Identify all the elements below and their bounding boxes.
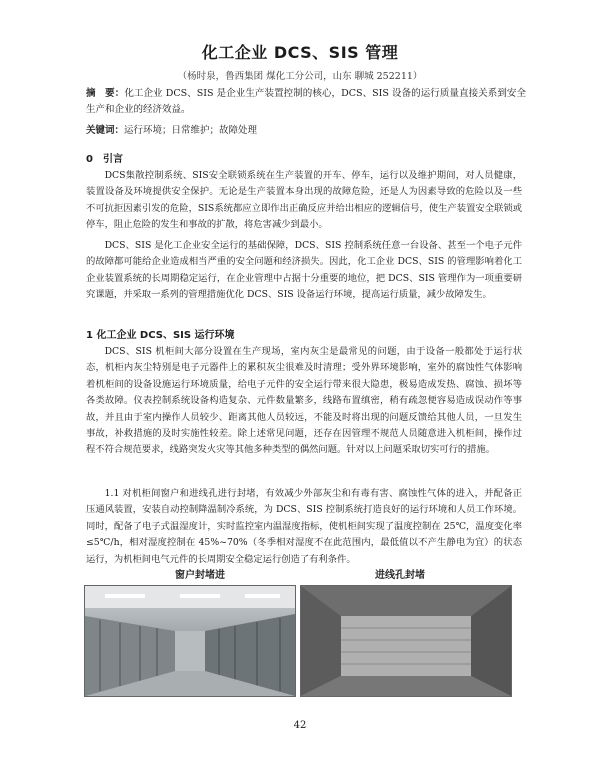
cabinet-room-photo: [84, 585, 296, 697]
figure-right-caption: 进线孔封堵: [375, 570, 425, 581]
intro-paragraph-1: DCS集散控制系统、SIS安全联锁系统在生产装置的开车、停车，运行以及维护期间，对人员健康，装置设备及环境提供安全保护。无论是生产装置本身出现的故障危险，还是人为因素导致的危险以及一些不可抗拒因素引发的危险，SIS系统都应立即作出正确反应并给出相应的逻辑信号，使生产装置安全联锁或停车，阻止危险的发生和事故的扩散，将危害减少到最小。: [86, 170, 522, 231]
intro-heading: 0 引言: [86, 154, 123, 165]
section-1-heading: 1 化工企业 DCS、SIS 运行环境: [86, 330, 235, 341]
keywords: [86, 123, 526, 139]
article-title: 化工企业 DCS、SIS 管理: [201, 43, 399, 62]
abstract-label: 摘 要：: [86, 88, 125, 99]
keywords-label: 关键词：: [86, 125, 125, 136]
figure-left-caption: 窗户封堵进: [175, 570, 225, 581]
article-authors: （杨时泉，鲁西集团 煤化工分公司，山东 聊城 252211）: [177, 71, 423, 82]
cable-hole-photo: [300, 585, 512, 697]
abstract: [86, 86, 526, 118]
section-1-paragraph-1: DCS、SIS 机柜间大部分设置在生产现场，室内灰尘是最常见的问题，由于设备一般都处于运行状态，机柜内灰尘特别是电子元器件上的累积灰尘很难及时清理；受外界环境影响，室外的腐蚀性气体影响着机柜间的设备设施运行环境质量，给电子元件的安全运行带来很大隐患，极易造成发热、腐蚀、损坏等各类故障。仪表控制系统设备构造复杂、元件数量繁多，线路布置缜密，稍有疏忽便容易造成误动作等事故，并且由于室内操作人员较少、距离其他人员较远，不能及时将出现的问题反馈给其他人员，一旦发生事故，补救措施的及时实施性较差。除上述常见问题，还存在因管理不规范人员随意进入机柜间，操作过程不符合规范要求，线路突发火灾等其他多种类型的偶然问题。针对以上问题采取切实可行的措施。: [86, 346, 522, 456]
intro-paragraph-2: DCS、SIS 是化工企业安全运行的基础保障，DCS、SIS 控制系统任意一台设备、甚至一个电子元件的故障都可能给企业造成相当严重的安全问题和经济损失。因此，化工企业 DCS、SIS 的管理影响着化工企业装置系统的长周期稳定运行，在企业管理中占据十分重要的地位，把 DCS、SIS 管理作为一项重要研究课题，并采取一系列的管理措施优化 DCS、SIS 设备运行环境，提高运行质量，减少故障发生。: [86, 240, 522, 301]
page-number: 42: [293, 720, 307, 731]
keywords-text: 运行环境；日常维护；故障处理: [124, 125, 258, 136]
abstract-text: 化工企业 DCS、SIS 是企业生产装置控制的核心，DCS、SIS 设备的运行质量直接关系到安全生产和企业的经济效益。: [86, 88, 526, 115]
section-1-paragraph-2: 1.1 对机柜间窗户和进线孔进行封堵，有效减少外部灰尘和有毒有害、腐蚀性气体的进入，并配备正压通风装置，安装自动控制降温制冷系统，为 DCS、SIS 控制系统打造良好的运行环境和人员工作环境。同时，配备了电子式温湿度计，实时监控室内温湿度指标，使机柜间实现了温度控制在 25℃，温度变化率≤5℃/h，相对湿度控制在 45%~70%（冬季相对湿度不在此范围内，最低值以不产生静电为宜）的状态运行，为机柜间电气元件的长周期安全稳定运行创造了有利条件。: [86, 488, 522, 565]
